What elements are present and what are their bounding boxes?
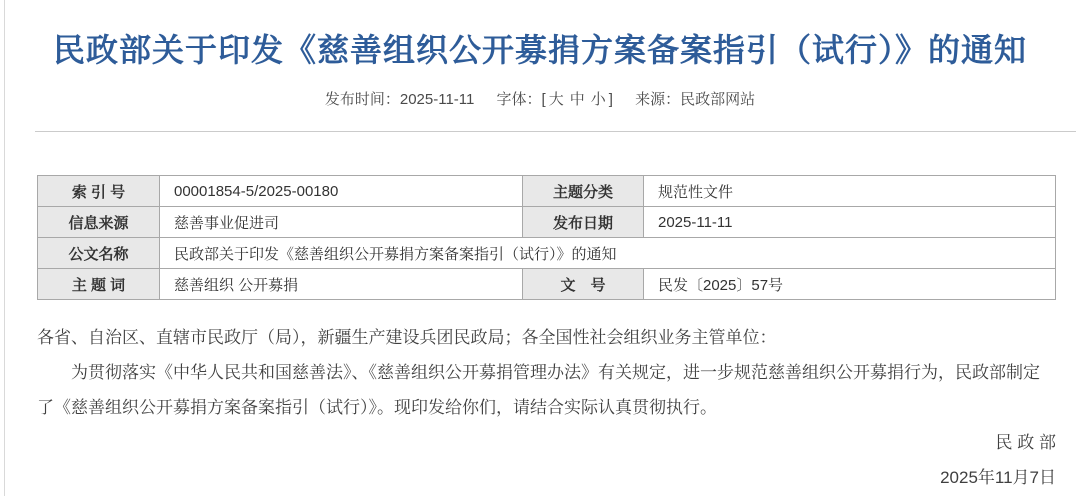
table-row-source-date: [38, 207, 1056, 238]
publish-date-value: 2025-11-11: [644, 207, 1056, 238]
table-row-doc-name: [38, 238, 1056, 269]
doc-name-value: 民政部关于印发《慈善组织公开募捐方案备案指引（试行）》的通知: [160, 238, 1056, 269]
signature-date: 2025年11月7日: [940, 468, 1056, 487]
topic-category-label: 主题分类: [523, 176, 644, 207]
font-size-label: 字体：[: [496, 91, 546, 108]
index-number-label: 索 引 号: [38, 176, 160, 207]
header-divider: [35, 131, 1076, 132]
signature-org: 民 政 部: [995, 433, 1056, 452]
keyword-label: 主 题 词: [38, 269, 160, 300]
doc-number-value: 民发〔2025〕57号: [644, 269, 1056, 300]
info-source-label: 信息来源: [38, 207, 160, 238]
article-header: [0, 0, 1080, 110]
font-size-bracket-close: ]: [608, 91, 613, 108]
font-size-control: [497, 91, 613, 108]
page-left-edge-line: [4, 0, 5, 496]
doc-name-label: 公文名称: [38, 238, 160, 269]
signature-block: [37, 425, 1056, 495]
doc-number-label: 文 号: [523, 269, 644, 300]
font-size-large-button[interactable]: 大: [548, 91, 564, 108]
index-number-value: 00001854-5/2025-00180: [160, 176, 523, 207]
main-paragraph: 为贯彻落实《中华人民共和国慈善法》、《慈善组织公开募捐管理办法》有关规定，进一步规范慈善组织公开募捐行为，民政部制定了《慈善组织公开募捐方案备案指引（试行）》。现印发给你们，请结合实际认真贯彻执行。: [37, 363, 1040, 417]
addressee-paragraph: 各省、自治区、直辖市民政厅（局），新疆生产建设兵团民政局；各全国性社会组织业务主管单位：: [37, 328, 777, 347]
info-source-value: 慈善事业促进司: [160, 207, 523, 238]
font-size-medium-button[interactable]: 中: [569, 91, 585, 108]
font-size-small-button[interactable]: 小: [590, 91, 606, 108]
article-source: 来源：民政部网站: [635, 91, 756, 108]
table-row-index-category: [38, 176, 1056, 207]
document-info-table-wrap: [37, 175, 1055, 300]
notice-body: [37, 320, 1056, 495]
page-title: 民政部关于印发《慈善组织公开募捐方案备案指引（试行）》的通知: [52, 32, 1027, 68]
publish-date-label: 发布日期: [523, 207, 644, 238]
document-info-table: [37, 175, 1056, 300]
article-meta-line: [0, 90, 1080, 110]
table-row-keyword-docno: [38, 269, 1056, 300]
topic-category-value: 规范性文件: [644, 176, 1056, 207]
keyword-value: 慈善组织 公开募捐: [160, 269, 523, 300]
publish-time: 发布时间：2025-11-11: [324, 91, 475, 108]
